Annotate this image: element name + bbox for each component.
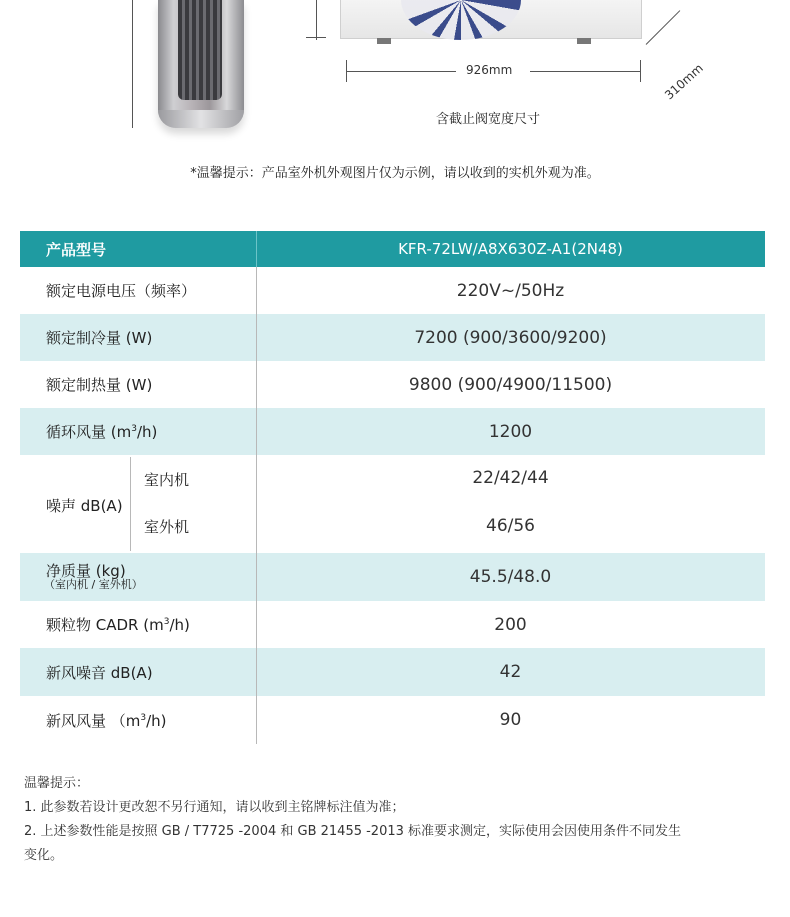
- spec-label: 新风风量 $(m^3/h)$: [46, 711, 167, 730]
- spec-label: 新风噪音 dB(A): [46, 663, 153, 682]
- table-row: [20, 601, 765, 648]
- table-row: [20, 648, 765, 696]
- width-dimension-line-left: [346, 71, 456, 72]
- indoor-unit-image: [158, 0, 244, 128]
- column-divider: [256, 648, 257, 696]
- table-row: [20, 267, 765, 314]
- column-divider: [256, 601, 257, 648]
- table-row: [20, 553, 765, 601]
- spec-value: 220V~/50Hz: [456, 280, 565, 301]
- depth-dimension-label: 310mm: [662, 61, 706, 103]
- product-dimension-illustration: [0, 0, 790, 150]
- table-row: [20, 696, 765, 744]
- noise-indoor-value: 22/42/44: [472, 468, 549, 488]
- outdoor-unit-fan: [401, 0, 521, 40]
- column-divider: [256, 408, 257, 455]
- spec-label: 额定制热量 (W): [46, 376, 153, 394]
- column-divider: [256, 361, 257, 408]
- column-divider: [256, 231, 257, 267]
- spec-value: 1200: [488, 421, 533, 442]
- notes-title: 温馨提示：: [24, 776, 90, 791]
- table-row: [20, 408, 765, 455]
- outdoor-unit-image: [340, 0, 642, 39]
- column-divider: [256, 553, 257, 601]
- table-row: [20, 361, 765, 408]
- spec-label: 额定制冷量 (W): [46, 329, 153, 347]
- spec-label: 额定电源电压（频率）: [46, 282, 197, 300]
- noise-label: 噪声 dB(A): [46, 497, 123, 515]
- spec-value: 9800 (900/4900/11500): [408, 374, 613, 395]
- noise-row: [20, 455, 765, 553]
- note-item: 1. 此参数若设计更改恕不另行通知，请以收到主铭牌标注值为准；: [24, 800, 405, 815]
- column-divider: [256, 314, 257, 361]
- spec-label: 净质量 (kg) （室内机 / 室外机）: [44, 561, 143, 592]
- width-dimension-tick-right: [640, 60, 641, 82]
- indoor-unit-base: [158, 110, 244, 128]
- noise-outdoor-value: 46/56: [486, 516, 535, 536]
- outdoor-unit-foot: [377, 38, 391, 44]
- noise-indoor-label: 室内机: [144, 471, 190, 489]
- note-item: 2. 上述参数性能是按照 GB / T7725 -2004 和 GB 21455 -2013 标准要求测定，实际使用会因使用条件不同发生: [24, 824, 682, 839]
- spec-label: 循环风量 $(m^3/h)$: [46, 423, 158, 441]
- outdoor-unit-foot: [577, 38, 591, 44]
- column-divider: [256, 696, 257, 744]
- sub-column-divider: [130, 457, 131, 551]
- indoor-unit-grille: [178, 0, 222, 100]
- spec-table: [20, 231, 765, 744]
- table-row: [20, 314, 765, 361]
- outdoor-height-dimension-line: [316, 0, 317, 40]
- note-item: 变化。: [24, 848, 64, 863]
- depth-dimension-line: [646, 10, 681, 45]
- spec-value: 200: [494, 614, 527, 635]
- valve-width-note: 含截止阀宽度尺寸: [436, 112, 541, 127]
- spec-value: 90: [499, 710, 522, 730]
- spec-value: 42: [499, 662, 522, 682]
- notes-section: [24, 772, 774, 868]
- model-label: 产品型号: [46, 240, 107, 259]
- spec-value: 7200 (900/3600/9200): [414, 327, 607, 348]
- spec-label: 颗粒物 CADR $(m^3/h)$: [46, 616, 190, 634]
- width-dimension-line-right: [530, 71, 640, 72]
- column-divider: [256, 267, 257, 314]
- model-value: KFR-72LW/A8X630Z-A1(2N48): [398, 240, 623, 258]
- appearance-disclaimer: *温馨提示：产品室外机外观图片仅为示例，请以收到的实机外观为准。: [190, 166, 600, 181]
- outdoor-height-tick: [306, 37, 326, 38]
- noise-outdoor-label: 室外机: [144, 518, 190, 536]
- indoor-height-dimension-line: [132, 0, 133, 128]
- spec-value: 45.5/48.0: [469, 567, 552, 587]
- width-dimension-label: 926mm: [466, 63, 513, 77]
- table-header-row: [20, 231, 765, 267]
